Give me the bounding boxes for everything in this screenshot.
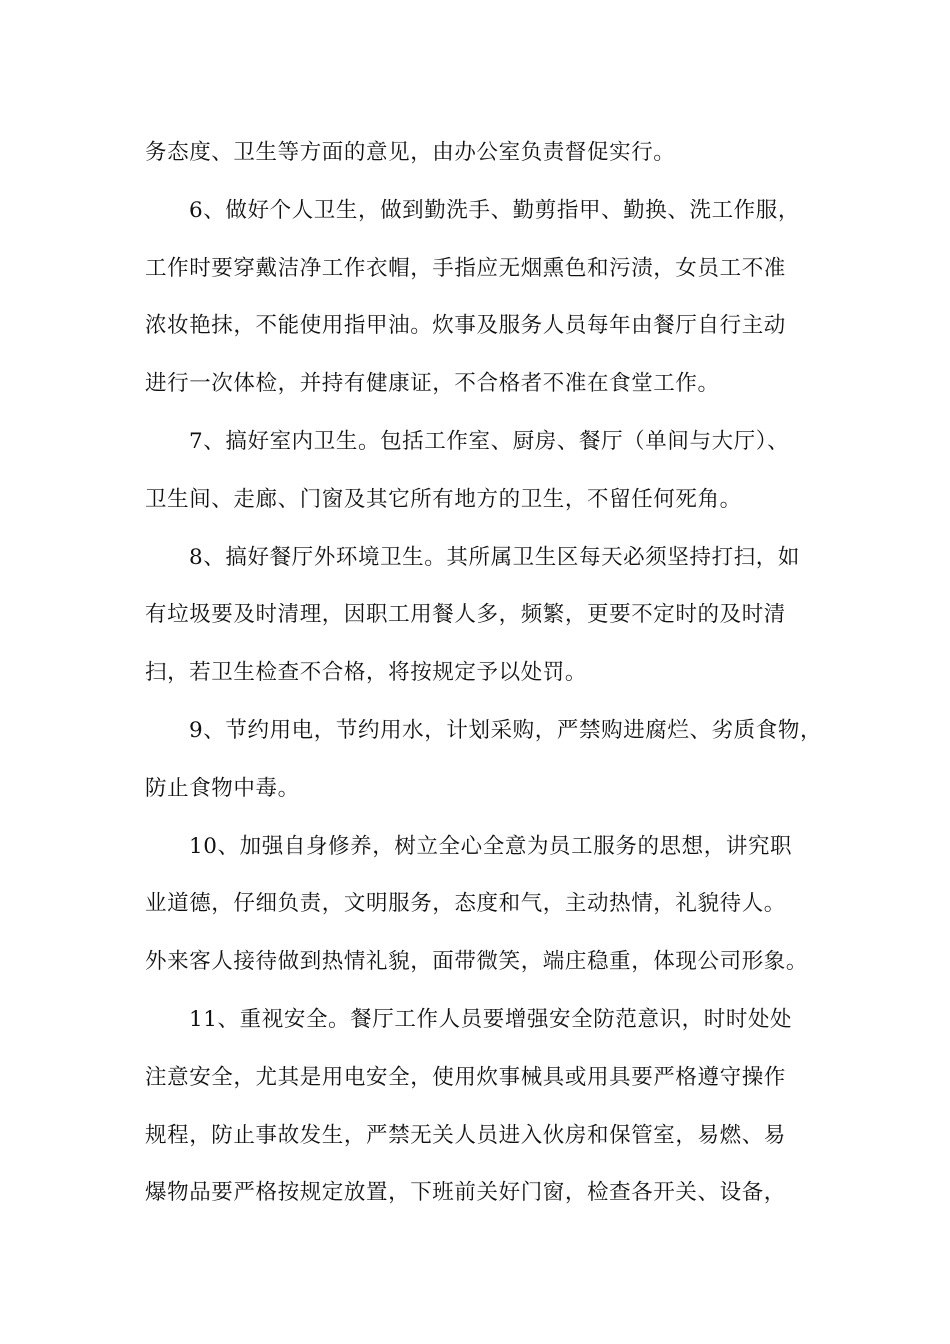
paragraph-item-6: 6、做好个人卫生，做到勤洗手、勤剪指甲、勤换、洗工作服， [189, 197, 800, 223]
paragraph-item-11: 11、重视安全。餐厅工作人员要增强安全防范意识，时时处处 [189, 1006, 793, 1032]
paragraph-item-7: 7、搞好室内卫生。包括工作室、厨房、餐厅（单间与大厅）、 [189, 428, 790, 454]
text-line: 扫，若卫生检查不合格，将按规定予以处罚。 [145, 660, 588, 686]
text-line: 有垃圾要及时清理，因职工用餐人多，频繁，更要不定时的及时清 [145, 602, 786, 628]
text-line: 工作时要穿戴洁净工作衣帽，手指应无烟熏色和污渍，女员工不准 [145, 255, 786, 281]
text-line: 务态度、卫生等方面的意见，由办公室负责督促实行。 [145, 140, 676, 165]
text-line: 卫生间、走廊、门窗及其它所有地方的卫生，不留任何死角。 [145, 486, 742, 512]
text-line: 注意安全，尤其是用电安全，使用炊事械具或用具要严格遵守操作 [145, 1064, 786, 1090]
text-line: 业道德，仔细负责，文明服务，态度和气，主动热情，礼貌待人。 [145, 891, 786, 917]
document-body [145, 124, 823, 1222]
text-line: 进行一次体检，并持有健康证，不合格者不准在食堂工作。 [145, 371, 720, 397]
paragraph-item-10: 10、加强自身修养，树立全心全意为员工服务的思想，讲究职 [189, 833, 793, 859]
text-line: 浓妆艳抹，不能使用指甲油。炊事及服务人员每年由餐厅自行主动 [145, 313, 786, 339]
paragraph-item-8: 8、搞好餐厅外环境卫生。其所属卫生区每天必须坚持打扫，如 [189, 544, 800, 570]
text-line: 规程，防止事故发生，严禁无关人员进入伙房和保管室，易燃、易 [145, 1122, 786, 1148]
text-line: 爆物品要严格按规定放置，下班前关好门窗，检查各开关、设备， [145, 1180, 786, 1206]
paragraph-item-9: 9、节约用电，节约用水，计划采购，严禁购进腐烂、劣质食物， [189, 717, 823, 743]
text-line: 外来客人接待做到热情礼貌，面带微笑，端庄稳重，体现公司形象。 [145, 949, 809, 975]
text-line: 防止食物中毒。 [145, 775, 300, 801]
